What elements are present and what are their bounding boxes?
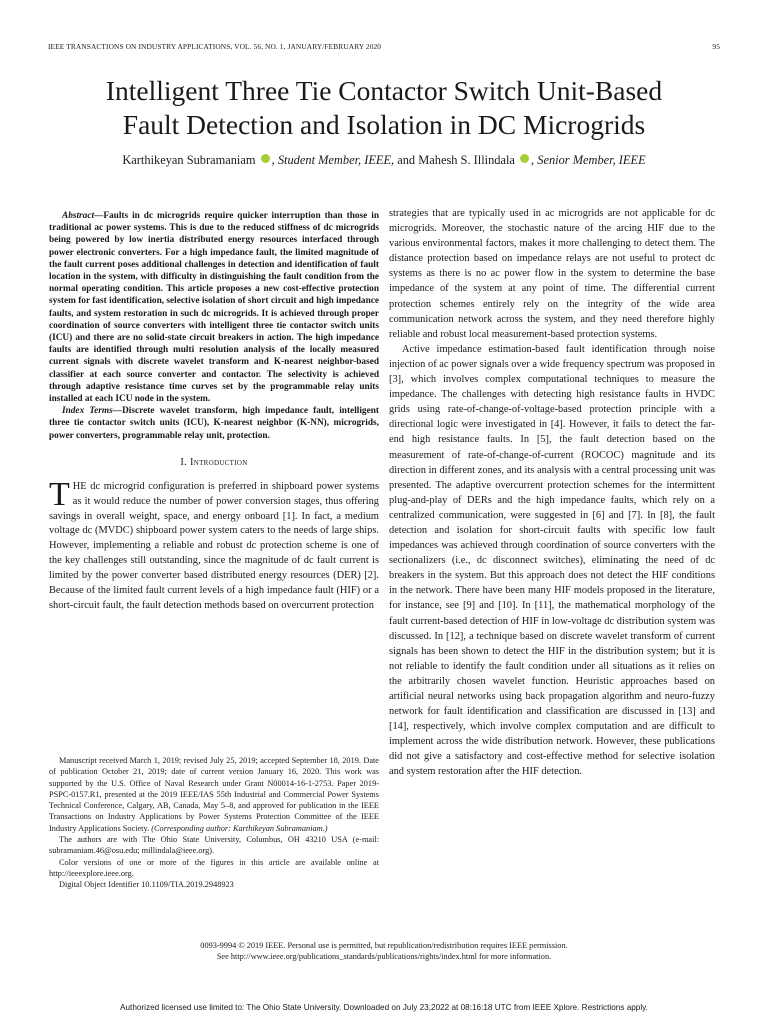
abstract-text: Faults in dc microgrids require quicker interruption than those in traditional ac power systems. This is due to the reduced stiffness of dc microgrids being powered by low inertia distributed energy resources interfaced through power electronic converters. For a high impedance fault, the limited magnitude of the fault current poses additional challenges in detection and identification of fault location in the system, with difficulty in distinguishing the fault condition from the normal operating condition. This article proposes a new cost-effective protection system for fast identification, selective isolation of short circuit and high impedance faults, and system restoration in such dc microgrids. It is achieved through proper coordination of source converters with intelligent three tie contactor switch units (ICU) and there are no solid-state circuit breakers in action. The high impedance faults are identified through multi resolution analysis of the locally measured current signals with discrete wavelet transform and K-nearest neighbor-based classifier at each source converter and contactor. The selectivity is achieved through adaptive resistance time curves set by the programmable relay units installed at each ICU node in the system. [49,211,379,405]
copyright-line-1: 0093-9994 © 2019 IEEE. Personal use is permitted, but republication/redistribution requires IEEE permission. [200,941,568,950]
right-column [389,206,715,780]
intro-paragraph [49,475,379,614]
paper-title [30,74,738,142]
body-paragraph: strategies that are typically used in ac microgrids are not applicable for dc microgrids. Moreover, the stochastic nature of the arcing HIF due to the various environmental factors, makes it more challenging to detect them. The distance protection based on impedance relays are not useful to protect dc systems as there is no ac power flow in the system to determine the base impedance of the system at any point of time. The differential current protection schemes entirely rely on the integrity of the wide area communication network across the system, and they need therefore highly reliable and robust local measurement-based protection systems. [389,208,715,340]
left-column [49,210,379,614]
footnote-color-versions: Color versions of one or more of the figures in this article are available online at http://ieeexplore.ieee.org. [49,857,379,878]
first-page-footnote [49,755,379,891]
body-paragraph: Active impedance estimation-based fault identification through noise injection of ac power signals over a wide frequency spectrum was proposed in [3], which involves complex computational techniques to measure the impedance. The challenges with detecting high resistance faults in HVDC grids using rate-of-change-of-voltage-based protection principle with a directional logic were investigated in [4]. However, it fails to detect the far-end high resistance faults. In [5], the fault detection based on the measurement of rate-of-change-of-current (ROCOC) magnitude and its direction in different zones, and its analysis with a central processing unit was presented. The adaptive overcurrent protection schemes for the intermittent plug-and-play of DERs and the high impedance faults, which rely on a centralized communication, were suggested in [6] and [7]. In [8], the fault detection and isolation for short-circuit faults with specific low fault impedances was achieved through coordination of source converters with the sectionalizers (i.e., dc disconnect switches), eliminating the need of dc breakers in the system. But this approach does not detect the HIF conditions in the network. There have been many HIF models proposed in the literature, for instance, see [9] and [10]. In [11], the mathematical morphology of the fault current-based detection of HIF in low-voltage dc distribution system was discussed. In [12], a technique based on discrete wavelet transform of current signals has been shown to detect the HIF in the distribution system; but it is not reliable to identify the fault condition under all situations as it relies on the arbitrarily chosen wavelet function. Heuristic approaches based on artificial neural networks using back propagation algorithm and neuro-fuzzy network for fault identification and classification are discussed in [13] and [14], respectively, which involve complex computation and are difficult to implement across the wide distribution network. However, these publications did not give a satisfactory and cost-effective method for selective isolation and system restoration after the HIF detection. [389,343,715,778]
page-number: 95 [712,42,720,51]
orcid-icon[interactable] [520,154,529,163]
footnote-doi: Digital Object Identifier 10.1109/TIA.2019.2948923 [59,880,234,890]
section-title: Introduction [189,456,248,468]
corresponding-author: (Corresponding author: Karthikeyan Subramaniam.) [151,823,328,833]
abstract: Abstract—Faults in dc microgrids require quicker interruption than those in traditional ac power systems. This is due to the reduced stiffness of dc microgrids being powered by low inertia distributed energy resources interfaced through power electronic converters. For a high impedance fault, the limited magnitude of the fault current poses additional challenges in detection and identification of fault location in the system, with difficulty in distinguishing the fault condition from the normal operating condition. This article proposes a new cost-effective protection system for fast identification, selective isolation of short circuit and high impedance faults, and system restoration in such dc microgrids. It is achieved through proper coordination of source converters with intelligent three tie contactor switch units (ICU) and there are no solid-state circuit breakers in action. The high impedance faults are identified through multi resolution analysis of the locally measured current signals with discrete wavelet transform and K-nearest neighbor-based classifier at each source converter and contactor. The selectivity is achieved through adaptive resistance time curves set by the programmable relay units installed at each ICU node in the system. [49,211,379,405]
copyright-notice [40,940,728,962]
title-line-2: Fault Detection and Isolation in DC Microgrids [122,109,646,140]
footnote-manuscript: Manuscript received March 1, 2019; revised July 25, 2019; accepted September 18, 2019. Date of publication October 21, 2019; date of current version January 16, 2020. This work was supported by the U.S. Office of Naval Research under Grant N00014-16-1-2753. Paper 2019-PSPC-0157.R1, presented at the 2019 IEEE/IAS 55th Industrial and Commercial Power Systems Technical Conference, Calgary, AB, Canada, May 5–8, and approved for publication in the IEEE Transactions on Industry Applications by Power Systems Protection Committee of the IEEE Industry Applications Society. (Corresponding author: Karthikeyan Subramaniam.) [49,756,379,833]
section-heading [49,456,379,471]
index-terms-text: Discrete wavelet transform, high impedance fault, intelligent three tie contactor switch units (ICU), K-nearest neighbor (K-NN), microgrids, power converters, programmable relay unit, protection. [49,406,379,441]
intro-text: HE dc microgrid configuration is preferred in shipboard power systems as it would reduce the number of power conversion stages, thus offering savings in overall weight, space, and energy onboard [1]. In fact, a medium voltage dc (MVDC) shipboard power system caters to the needs of large ships. However, implementing a reliable and robust dc protection scheme is one of the key challenges still outstanding, since the magnitude of dc fault current is limited by the power converter based distributed energy resources (DER) [2]. Because of the limited fault current levels of a high impedance fault (HIF) or a short-circuit fault, the fault detection methods based on overcurrent protection [49,480,379,612]
drop-cap: T [49,475,70,513]
author-1: Karthikeyan Subramaniam [122,153,256,167]
index-terms: Index Terms—Discrete wavelet transform, high impedance fault, intelligent three tie contactor switch units (ICU), K-nearest neighbor (K-NN), microgrids, power converters, programmable relay unit, protection. [49,406,379,441]
copyright-line-2: See http://www.ieee.org/publications_standards/publications/rights/index.html for more information. [216,952,552,961]
abstract-label: Abstract [62,211,95,221]
footnote-affiliation: The authors are with The Ohio State University, Columbus, OH 43210 USA (e-mail: subramaniam.46@osu.edu; millindala@ieee.org). [49,835,379,856]
author-2: Mahesh S. Illindala [418,153,515,167]
author-2-role: Senior Member, IEEE [537,153,646,167]
running-header [48,42,720,51]
author-1-role: Student Member, IEEE [277,153,392,167]
license-banner: Authorized licensed use limited to: The Ohio State University. Downloaded on July 23,2022 at 08:16:18 UTC from IEEE Xplore. Restrictions apply. [120,1003,648,1012]
title-line-1: Intelligent Three Tie Contactor Switch Unit-Based [105,75,663,106]
author-conjunction: , and [391,153,419,167]
section-number: I. [180,456,188,468]
index-terms-label: Index Terms [62,406,113,417]
journal-name: IEEE TRANSACTIONS ON INDUSTRY APPLICATIONS, VOL. 56, NO. 1, JANUARY/FEBRUARY 2020 [48,42,382,51]
orcid-icon[interactable] [261,154,270,163]
author-list: Karthikeyan Subramaniam , Student Member, IEEE, and Mahesh S. Illindala , Senior Member, IEEE [122,153,646,167]
